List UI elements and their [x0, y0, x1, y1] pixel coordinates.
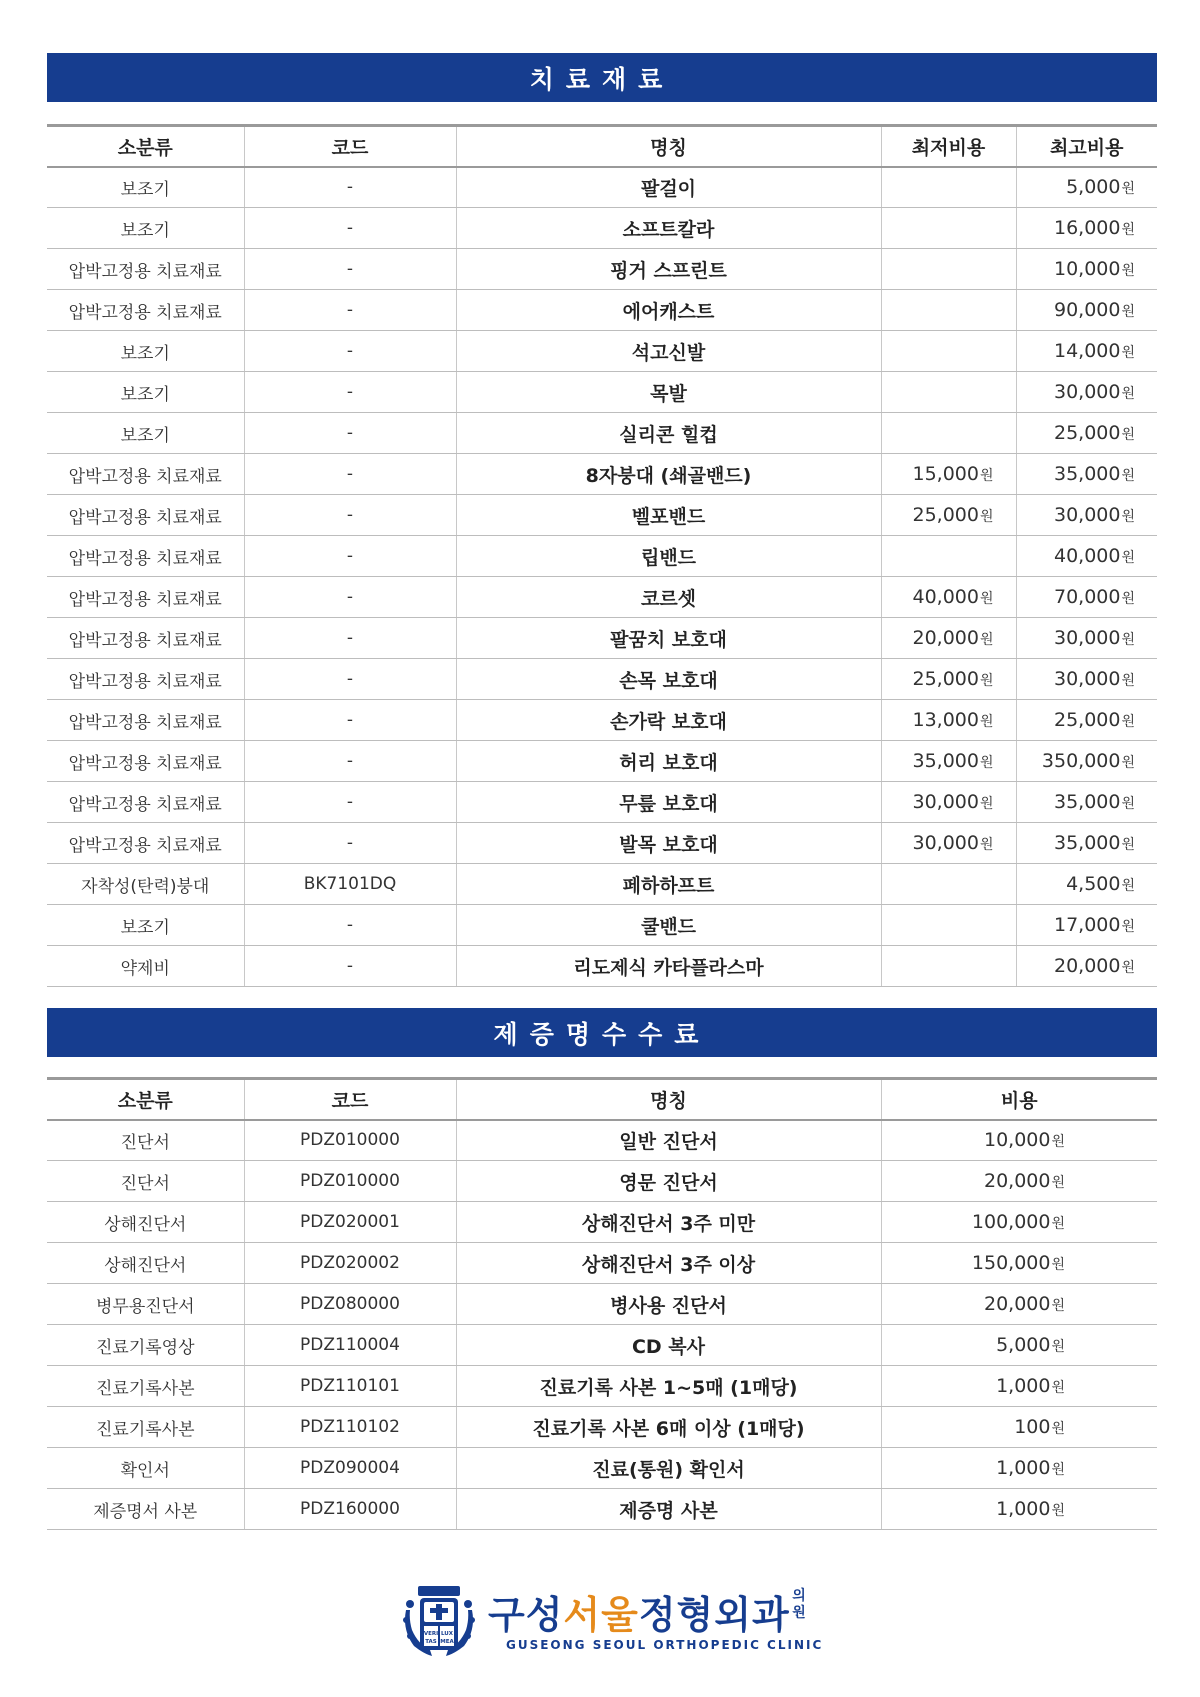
row-category: 상해진단서	[47, 1202, 244, 1243]
currency-unit: 원	[979, 591, 994, 607]
currency-unit: 원	[1051, 1380, 1065, 1396]
row-max-cost-value: 35,000	[1053, 463, 1121, 485]
currency-unit: 원	[1121, 673, 1135, 689]
row-cost-value: 1,000	[996, 1498, 1051, 1520]
row-max-cost-value: 4,500	[1066, 873, 1121, 895]
table-row	[47, 659, 1157, 700]
row-cost	[881, 1325, 1157, 1366]
row-category: 보조기	[47, 331, 244, 372]
table-row	[47, 372, 1157, 413]
currency-unit: 원	[979, 837, 994, 853]
row-category: 확인서	[47, 1448, 244, 1489]
row-min-cost	[881, 946, 1016, 987]
currency-unit: 원	[1051, 1339, 1065, 1355]
table-row	[47, 413, 1157, 454]
row-max-cost-value: 30,000	[1053, 504, 1121, 526]
row-max-cost-value: 30,000	[1053, 627, 1121, 649]
row-max-cost-value: 14,000	[1053, 340, 1121, 362]
row-name: 석고신발	[456, 331, 881, 372]
row-min-cost	[881, 577, 1016, 618]
row-code: PDZ090004	[244, 1448, 456, 1489]
row-name: 진료(통원) 확인서	[456, 1448, 881, 1489]
row-name: 손가락 보호대	[456, 700, 881, 741]
row-max-cost-value: 30,000	[1053, 668, 1121, 690]
row-min-cost	[881, 249, 1016, 290]
currency-unit: 원	[1121, 755, 1135, 771]
row-category: 압박고정용 치료재료	[47, 536, 244, 577]
row-min-cost-value: 35,000	[912, 750, 979, 772]
header-code: 코드	[244, 126, 456, 167]
row-category: 압박고정용 치료재료	[47, 659, 244, 700]
emblem-text-veri: VERI	[423, 1631, 439, 1637]
currency-unit: 원	[979, 714, 994, 730]
materials-table	[47, 124, 1157, 987]
currency-unit: 원	[1051, 1134, 1065, 1151]
row-min-cost-value: 20,000	[912, 627, 979, 649]
table-row	[47, 1366, 1157, 1407]
table-row	[47, 249, 1157, 290]
row-code: -	[244, 823, 456, 864]
row-max-cost-value: 25,000	[1053, 422, 1121, 444]
currency-unit: 원	[1121, 837, 1135, 853]
currency-unit: 원	[1121, 960, 1135, 976]
row-cost-value: 150,000	[971, 1252, 1051, 1274]
row-min-cost	[881, 782, 1016, 823]
row-code: -	[244, 495, 456, 536]
row-code: -	[244, 290, 456, 331]
row-max-cost	[1016, 331, 1157, 372]
row-name: 허리 보호대	[456, 741, 881, 782]
row-name: CD 복사	[456, 1325, 881, 1366]
currency-unit: 원	[1121, 304, 1135, 320]
currency-unit: 원	[979, 632, 994, 648]
row-max-cost	[1016, 249, 1157, 290]
currency-unit: 원	[1121, 427, 1135, 443]
table-row	[47, 1489, 1157, 1530]
table-header-row	[47, 1079, 1157, 1120]
row-min-cost	[881, 905, 1016, 946]
row-cost-value: 1,000	[996, 1457, 1051, 1479]
row-min-cost	[881, 659, 1016, 700]
row-code: PDZ160000	[244, 1489, 456, 1530]
clinic-emblem-icon	[400, 1580, 478, 1658]
row-category: 압박고정용 치료재료	[47, 249, 244, 290]
row-code: PDZ110102	[244, 1407, 456, 1448]
row-code: -	[244, 167, 456, 208]
table-row	[47, 577, 1157, 618]
row-min-cost	[881, 864, 1016, 905]
header-category: 소분류	[47, 1079, 244, 1120]
row-name: 벨포밴드	[456, 495, 881, 536]
table-row	[47, 1325, 1157, 1366]
clinic-name-suffix: 의원	[792, 1588, 806, 1621]
row-min-cost-value: 15,000	[912, 463, 979, 485]
materials-section-title: 치료재료	[47, 53, 1157, 102]
certs-section-title: 제증명수수료	[47, 1008, 1157, 1057]
row-name: 리도제식 카타플라스마	[456, 946, 881, 987]
currency-unit: 원	[979, 796, 994, 812]
row-name: 코르셋	[456, 577, 881, 618]
row-code: -	[244, 741, 456, 782]
row-category: 보조기	[47, 413, 244, 454]
row-cost	[881, 1243, 1157, 1284]
row-min-cost	[881, 495, 1016, 536]
row-max-cost	[1016, 782, 1157, 823]
row-category: 약제비	[47, 946, 244, 987]
row-name: 발목 보호대	[456, 823, 881, 864]
row-category: 압박고정용 치료재료	[47, 741, 244, 782]
row-cost-value: 20,000	[983, 1293, 1051, 1315]
currency-unit: 원	[1051, 1216, 1065, 1232]
row-min-cost-value: 40,000	[912, 586, 979, 608]
header-category: 소분류	[47, 126, 244, 167]
row-code: PDZ020001	[244, 1202, 456, 1243]
table-row	[47, 864, 1157, 905]
row-cost	[881, 1366, 1157, 1407]
row-name: 제증명 사본	[456, 1489, 881, 1530]
row-code: PDZ110004	[244, 1325, 456, 1366]
table-row	[47, 946, 1157, 987]
row-cost	[881, 1407, 1157, 1448]
header-name: 명칭	[456, 1079, 881, 1120]
row-max-cost-value: 35,000	[1053, 832, 1121, 854]
row-max-cost	[1016, 618, 1157, 659]
currency-unit: 원	[979, 673, 994, 689]
row-name: 팔꿈치 보호대	[456, 618, 881, 659]
currency-unit: 원	[1121, 181, 1135, 198]
row-max-cost-value: 350,000	[1041, 750, 1121, 772]
row-category: 압박고정용 치료재료	[47, 618, 244, 659]
clinic-english-name: GUSEONG SEOUL ORTHOPEDIC CLINIC	[506, 1638, 824, 1652]
table-row	[47, 618, 1157, 659]
row-category: 자착성(탄력)붕대	[47, 864, 244, 905]
row-min-cost-value: 13,000	[912, 709, 979, 731]
row-cost-value: 100,000	[971, 1211, 1051, 1233]
table-row	[47, 1407, 1157, 1448]
row-category: 진단서	[47, 1161, 244, 1202]
currency-unit: 원	[979, 468, 994, 484]
row-min-cost-value: 25,000	[912, 504, 979, 526]
row-max-cost-value: 5,000	[1066, 176, 1121, 199]
row-code: -	[244, 700, 456, 741]
row-cost-value: 20,000	[983, 1170, 1051, 1192]
row-category: 압박고정용 치료재료	[47, 290, 244, 331]
row-code: PDZ010000	[244, 1161, 456, 1202]
currency-unit: 원	[1121, 386, 1135, 402]
row-cost	[881, 1161, 1157, 1202]
header-name: 명칭	[456, 126, 881, 167]
row-min-cost-value: 30,000	[912, 791, 979, 813]
table-row	[47, 167, 1157, 208]
table-row	[47, 290, 1157, 331]
row-category: 진료기록영상	[47, 1325, 244, 1366]
currency-unit: 원	[1121, 509, 1135, 525]
row-code: PDZ020002	[244, 1243, 456, 1284]
row-min-cost-value: 25,000	[912, 668, 979, 690]
row-name: 영문 진단서	[456, 1161, 881, 1202]
row-code: -	[244, 331, 456, 372]
currency-unit: 원	[1051, 1257, 1065, 1273]
row-max-cost-value: 35,000	[1053, 791, 1121, 813]
row-max-cost	[1016, 905, 1157, 946]
row-min-cost	[881, 413, 1016, 454]
currency-unit: 원	[1121, 632, 1135, 648]
row-name: 핑거 스프린트	[456, 249, 881, 290]
clinic-name-part1: 구성	[488, 1593, 564, 1637]
row-max-cost	[1016, 372, 1157, 413]
row-min-cost	[881, 454, 1016, 495]
row-cost-value: 10,000	[983, 1129, 1051, 1152]
row-max-cost	[1016, 208, 1157, 249]
header-min-cost: 최저비용	[881, 126, 1016, 167]
row-max-cost	[1016, 290, 1157, 331]
row-cost-value: 100	[1014, 1416, 1051, 1438]
certs-table	[47, 1077, 1157, 1530]
row-name: 실리콘 힐컵	[456, 413, 881, 454]
currency-unit: 원	[1051, 1462, 1065, 1478]
row-category: 제증명서 사본	[47, 1489, 244, 1530]
table-row	[47, 536, 1157, 577]
emblem-text-mea: MEA	[440, 1639, 454, 1645]
currency-unit: 원	[1051, 1421, 1065, 1437]
table-row	[47, 741, 1157, 782]
row-cost	[881, 1284, 1157, 1325]
row-category: 보조기	[47, 167, 244, 208]
row-code: -	[244, 618, 456, 659]
table-row	[47, 905, 1157, 946]
table-row	[47, 454, 1157, 495]
table-row	[47, 823, 1157, 864]
clinic-name	[488, 1584, 790, 1639]
row-category: 압박고정용 치료재료	[47, 454, 244, 495]
currency-unit: 원	[1121, 468, 1135, 484]
row-max-cost-value: 90,000	[1053, 299, 1121, 321]
row-category: 보조기	[47, 372, 244, 413]
row-max-cost	[1016, 741, 1157, 782]
header-cost: 비용	[881, 1079, 1157, 1120]
row-max-cost	[1016, 823, 1157, 864]
row-name: 목발	[456, 372, 881, 413]
row-name: 상해진단서 3주 이상	[456, 1243, 881, 1284]
row-min-cost	[881, 290, 1016, 331]
row-max-cost	[1016, 946, 1157, 987]
row-max-cost-value: 40,000	[1053, 545, 1121, 567]
row-max-cost-value: 30,000	[1053, 381, 1121, 403]
row-name: 립밴드	[456, 536, 881, 577]
row-code: -	[244, 413, 456, 454]
row-category: 압박고정용 치료재료	[47, 495, 244, 536]
row-max-cost-value: 25,000	[1053, 709, 1121, 731]
currency-unit: 원	[1121, 345, 1135, 361]
row-code: PDZ080000	[244, 1284, 456, 1325]
row-name: 팔걸이	[456, 167, 881, 208]
row-category: 압박고정용 치료재료	[47, 700, 244, 741]
row-max-cost	[1016, 700, 1157, 741]
row-code: PDZ110101	[244, 1366, 456, 1407]
emblem-text-lux: LUX	[440, 1631, 454, 1637]
row-max-cost	[1016, 864, 1157, 905]
row-name: 손목 보호대	[456, 659, 881, 700]
row-code: -	[244, 208, 456, 249]
table-row	[47, 1448, 1157, 1489]
row-code: -	[244, 782, 456, 823]
row-name: 무릎 보호대	[456, 782, 881, 823]
row-category: 진료기록사본	[47, 1407, 244, 1448]
row-code: -	[244, 536, 456, 577]
row-name: 상해진단서 3주 미만	[456, 1202, 881, 1243]
row-name: 소프트칼라	[456, 208, 881, 249]
row-cost	[881, 1448, 1157, 1489]
table-row	[47, 495, 1157, 536]
emblem-text-tas: TAS	[425, 1639, 437, 1645]
row-cost-value: 5,000	[996, 1334, 1051, 1356]
row-category: 보조기	[47, 208, 244, 249]
row-min-cost	[881, 331, 1016, 372]
row-code: BK7101DQ	[244, 864, 456, 905]
table-row	[47, 1243, 1157, 1284]
row-name: 병사용 진단서	[456, 1284, 881, 1325]
row-name: 진료기록 사본 6매 이상 (1매당)	[456, 1407, 881, 1448]
table-row	[47, 331, 1157, 372]
clinic-logo	[400, 1580, 824, 1670]
row-category: 보조기	[47, 905, 244, 946]
row-code: -	[244, 946, 456, 987]
table-row	[47, 1284, 1157, 1325]
row-min-cost	[881, 700, 1016, 741]
row-category: 진단서	[47, 1120, 244, 1161]
currency-unit: 원	[979, 755, 994, 771]
row-min-cost	[881, 372, 1016, 413]
row-max-cost-value: 70,000	[1053, 586, 1121, 608]
row-code: -	[244, 372, 456, 413]
row-max-cost	[1016, 454, 1157, 495]
row-name: 쿨밴드	[456, 905, 881, 946]
clinic-name-part2: 서울	[563, 1593, 639, 1637]
row-category: 진료기록사본	[47, 1366, 244, 1407]
row-min-cost	[881, 823, 1016, 864]
row-max-cost-value: 16,000	[1053, 217, 1121, 239]
row-category: 상해진단서	[47, 1243, 244, 1284]
currency-unit: 원	[1051, 1175, 1065, 1191]
row-name: 진료기록 사본 1~5매 (1매당)	[456, 1366, 881, 1407]
row-cost	[881, 1202, 1157, 1243]
table-row	[47, 1161, 1157, 1202]
row-max-cost	[1016, 413, 1157, 454]
currency-unit: 원	[1121, 550, 1135, 566]
currency-unit: 원	[1121, 919, 1135, 935]
table-row	[47, 700, 1157, 741]
row-max-cost	[1016, 536, 1157, 577]
row-max-cost-value: 17,000	[1053, 914, 1121, 936]
row-max-cost-value: 10,000	[1053, 258, 1121, 280]
row-min-cost	[881, 536, 1016, 577]
table-row	[47, 208, 1157, 249]
row-category: 압박고정용 치료재료	[47, 782, 244, 823]
row-code: -	[244, 577, 456, 618]
row-min-cost	[881, 167, 1016, 208]
currency-unit: 원	[1121, 222, 1135, 238]
table-header-row	[47, 126, 1157, 167]
row-name: 일반 진단서	[456, 1120, 881, 1161]
row-cost	[881, 1489, 1157, 1530]
clinic-name-part3: 정형외과	[638, 1593, 790, 1637]
table-row	[47, 782, 1157, 823]
row-name: 페하하프트	[456, 864, 881, 905]
currency-unit: 원	[1051, 1503, 1065, 1519]
table-row	[47, 1202, 1157, 1243]
header-code: 코드	[244, 1079, 456, 1120]
row-max-cost-value: 20,000	[1053, 955, 1121, 977]
currency-unit: 원	[1051, 1298, 1065, 1314]
row-name: 8자붕대 (쇄골밴드)	[456, 454, 881, 495]
row-code: -	[244, 454, 456, 495]
row-max-cost	[1016, 495, 1157, 536]
currency-unit: 원	[1121, 878, 1135, 894]
row-category: 압박고정용 치료재료	[47, 577, 244, 618]
row-name: 에어캐스트	[456, 290, 881, 331]
row-min-cost-value: 30,000	[912, 832, 979, 854]
row-max-cost	[1016, 167, 1157, 208]
row-code: -	[244, 659, 456, 700]
row-category: 병무용진단서	[47, 1284, 244, 1325]
row-max-cost	[1016, 659, 1157, 700]
row-code: -	[244, 249, 456, 290]
row-code: -	[244, 905, 456, 946]
row-cost-value: 1,000	[996, 1375, 1051, 1397]
row-min-cost	[881, 208, 1016, 249]
header-max-cost: 최고비용	[1016, 126, 1157, 167]
currency-unit: 원	[1121, 591, 1135, 607]
currency-unit: 원	[1121, 796, 1135, 812]
table-row	[47, 1120, 1157, 1161]
row-min-cost	[881, 618, 1016, 659]
currency-unit: 원	[1121, 714, 1135, 730]
row-code: PDZ010000	[244, 1120, 456, 1161]
row-min-cost	[881, 741, 1016, 782]
currency-unit: 원	[979, 509, 994, 525]
currency-unit: 원	[1121, 263, 1135, 279]
row-max-cost	[1016, 577, 1157, 618]
row-cost	[881, 1120, 1157, 1161]
row-category: 압박고정용 치료재료	[47, 823, 244, 864]
